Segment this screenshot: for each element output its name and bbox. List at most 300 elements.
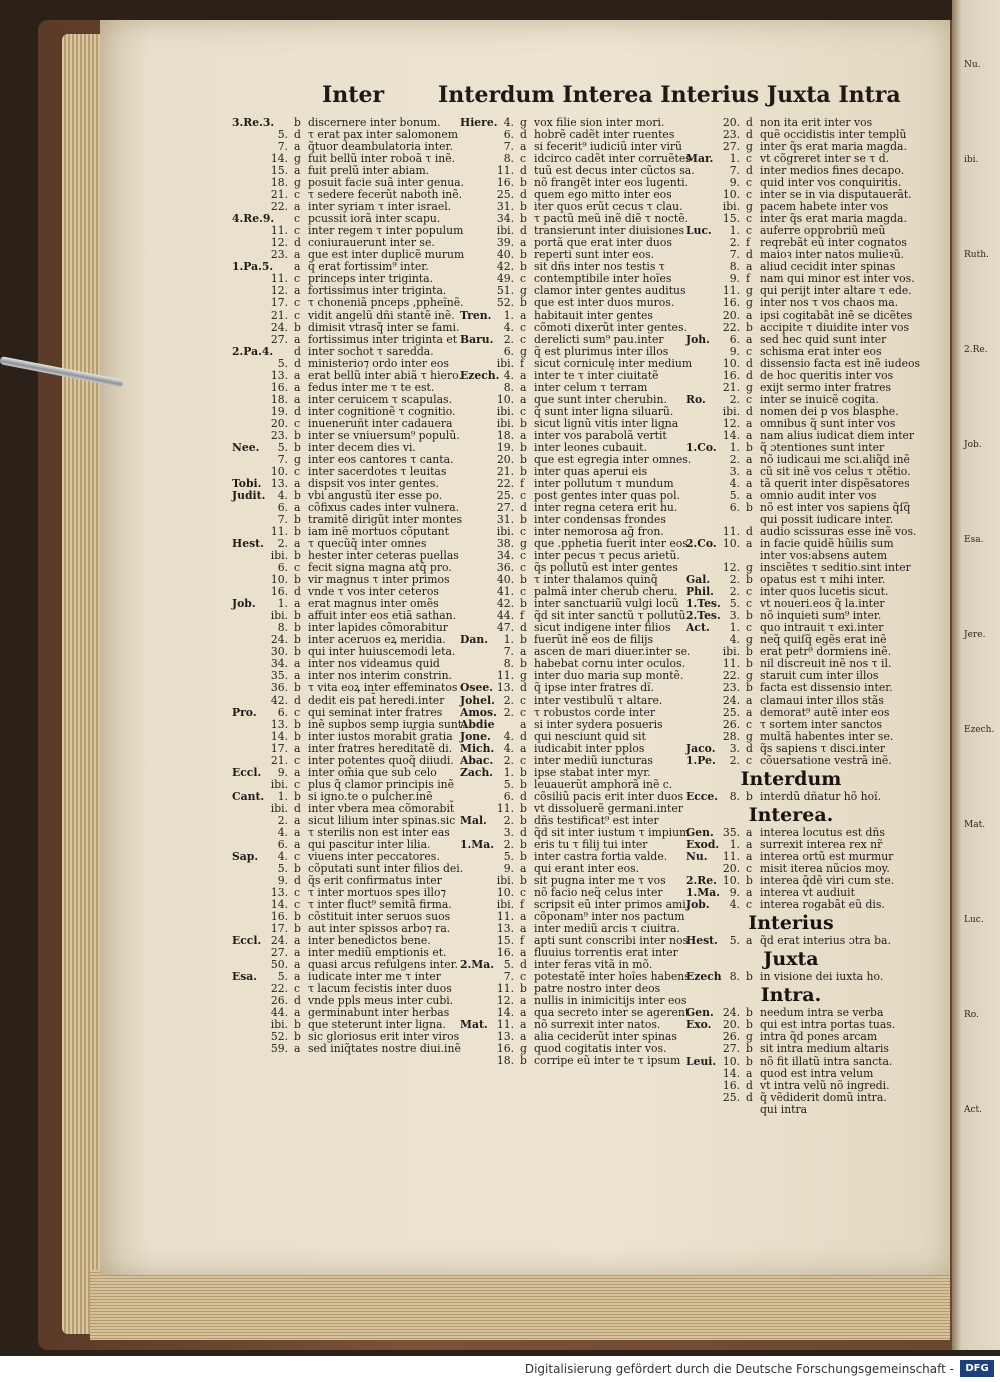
section-letter: a xyxy=(520,368,527,382)
entry-text: interea q̃dẽ viri cum ste. xyxy=(760,874,895,887)
chapter-number: ibi. xyxy=(270,549,288,563)
chapter-number: 4. xyxy=(277,488,288,502)
chapter-number: 4. xyxy=(503,368,514,382)
chapter-number: 28. xyxy=(722,729,740,743)
entry-text: qui perijt inter altare τ ede. xyxy=(760,284,912,298)
section-letter: a xyxy=(294,657,301,671)
chapter-number: 31. xyxy=(496,200,514,214)
entry-text: inẽ supbos semp iurgia sunt. xyxy=(308,717,466,731)
entry-text: inter regna cetera erit hu. xyxy=(534,501,678,514)
entry-text: qui nesciunt quid sit xyxy=(534,729,646,743)
section-letter: g xyxy=(746,729,753,743)
chapter-number: 3. xyxy=(729,741,740,755)
section-letter: d xyxy=(294,801,301,815)
book-reference: Ezech xyxy=(686,970,722,984)
chapter-number: 16. xyxy=(722,368,740,382)
entry-text: q̃d erat interius ɔtra ba. xyxy=(760,934,891,948)
chapter-number: 24. xyxy=(270,633,288,647)
chapter-number: ibi. xyxy=(496,525,514,539)
entry-text: maioꝛ inter natos mulieꝛũ. xyxy=(760,248,905,262)
chapter-number: 4. xyxy=(729,898,740,912)
entry-text: inter nos videamus quid xyxy=(308,657,440,671)
entry-text: facta est dissensio inter. xyxy=(760,681,893,695)
section-letter: c xyxy=(520,753,527,767)
index-entry xyxy=(686,971,896,983)
section-letter: a xyxy=(746,308,753,322)
chapter-number: 11. xyxy=(722,525,740,539)
facing-page-glyph: Luc. xyxy=(964,915,984,925)
section-letter: b xyxy=(746,1018,753,1032)
entry-text: quid inter vos conquiritis. xyxy=(760,176,902,190)
section-letter: a xyxy=(746,428,753,442)
entry-text: sit pugna inter me τ vos xyxy=(534,873,666,887)
entry-text: inter sanctuariũ vulgi locũ xyxy=(534,597,679,611)
entry-text: q̃d sit inter iustum τ impium xyxy=(534,825,690,839)
entry-text: cõmoti dixerũt inter gentes. xyxy=(534,320,687,334)
entry-text: τ sterilis non est inter eas xyxy=(308,825,450,839)
section-letter: g xyxy=(746,561,753,575)
section-letter: a xyxy=(520,946,527,960)
entry-text: que sunt inter cherubin. xyxy=(534,392,667,406)
entry-text: cõputati sunt inter filios dei. xyxy=(308,861,464,875)
entry-text: iudicabit inter pplos xyxy=(534,741,645,755)
chapter-number: 16. xyxy=(722,1078,740,1092)
chapter-number: 16. xyxy=(496,1042,514,1056)
section-letter: c xyxy=(746,224,753,238)
entry-text: tuũ est decus inter cũctos sa. xyxy=(534,164,695,178)
section-letter: a xyxy=(746,705,753,719)
section-letter: d xyxy=(520,681,527,695)
entry-text: vnde ppls meus inter cubi. xyxy=(308,994,454,1008)
entry-text: que est egregia inter omnes. xyxy=(534,452,692,466)
entry-text: discernere inter bonum. xyxy=(308,116,441,129)
chapter-number: 17. xyxy=(270,922,288,936)
facing-page-glyph: Job. xyxy=(964,440,982,450)
entry-text: vbi angustũ iter esse po. xyxy=(308,488,443,502)
book-reference: Ezech. xyxy=(460,368,500,382)
entry-text: inter sacerdotes τ leuitas xyxy=(308,464,447,478)
entry-text: inter regem τ inter populum xyxy=(308,224,464,238)
entry-text: cõuersatione vestrã inẽ. xyxy=(760,753,892,767)
entry-text: si igno.te o pulcher.inẽ xyxy=(308,789,433,803)
section-letter: a xyxy=(520,910,527,924)
chapter-number: 18. xyxy=(496,1054,514,1068)
chapter-number: 21. xyxy=(722,380,740,394)
section-letter: d xyxy=(520,729,527,743)
index-column-3 xyxy=(686,116,921,1116)
entry-text: erat petr⁹ dormiens inẽ. xyxy=(760,645,892,659)
section-letter: c xyxy=(294,849,301,863)
section-letter: g xyxy=(520,116,527,129)
chapter-number: 31. xyxy=(496,513,514,527)
entry-text: interea locutus est dñs xyxy=(760,825,885,839)
chapter-number: 36. xyxy=(496,561,514,575)
book-reference: Ecce. xyxy=(686,789,719,803)
entry-text: inter quas aperui eis xyxy=(534,464,648,478)
entry-text: que est inter duos muros. xyxy=(534,296,675,310)
chapter-number: 22. xyxy=(722,669,740,683)
entry-text: leuauerũt amphorã inẽ c. xyxy=(534,777,673,791)
section-letter: g xyxy=(746,633,753,647)
chapter-number: 2. xyxy=(503,693,514,707)
entry-text: dedit eis pat̃ heredi.inter xyxy=(308,693,445,707)
chapter-number: 5. xyxy=(277,128,288,142)
chapter-number: 9. xyxy=(277,765,288,779)
chapter-number: 12. xyxy=(722,416,740,430)
entry-text: habitauit inter gentes xyxy=(534,308,653,322)
chapter-number: ibi. xyxy=(496,356,514,370)
entry-text: nullis in inimicitijs inter eos xyxy=(534,994,687,1008)
entry-text: q̃ sunt inter ligna siluarũ. xyxy=(534,404,674,418)
entry-text: omnibus q̃ sunt inter vos xyxy=(760,416,896,430)
entry-text: interea rogabãt eũ dis. xyxy=(760,898,885,912)
section-letter: a xyxy=(294,669,301,683)
entry-text: q̃ ipse inter fratres dĩ. xyxy=(534,681,655,695)
section-letter: c xyxy=(520,970,527,984)
section-letter: c xyxy=(294,224,301,238)
chapter-number: 5. xyxy=(277,440,288,454)
book-reference: Hiere. xyxy=(460,116,498,129)
entry-text: inter se vniuersum⁹ populũ. xyxy=(308,428,460,442)
section-letter: c xyxy=(294,705,301,719)
chapter-number: ibi. xyxy=(270,777,288,791)
entry-text: inter mediũ emptionis et. xyxy=(308,946,447,960)
section-letter: f xyxy=(520,476,524,490)
entry-text: vt cõgreret inter se τ d. xyxy=(760,152,890,166)
entry-text: qui erant inter eos. xyxy=(534,861,640,875)
entry-text: fecit signa magna atq̃ pro. xyxy=(308,561,452,575)
chapter-number: 18. xyxy=(270,176,288,190)
entry-text: τ vita eoꝝ inter effeminatos xyxy=(308,681,458,695)
section-letter: a xyxy=(294,837,301,851)
section-letter: d xyxy=(294,994,301,1008)
book-reference: Amos. xyxy=(460,705,497,719)
section-letter: c xyxy=(520,272,527,286)
chapter-number: 34. xyxy=(496,549,514,563)
chapter-number: 2. xyxy=(277,813,288,827)
facing-page-glyph: Mat. xyxy=(964,820,986,830)
section-letter: a xyxy=(294,380,301,394)
entry-text: nõ surrexit inter natos. xyxy=(534,1018,661,1032)
chapter-number: 2. xyxy=(729,585,740,599)
entry-text: quẽ occidistis inter templũ xyxy=(760,128,907,142)
entry-text: hester inter ceteras puellas xyxy=(308,549,459,563)
entry-text: ipse stabat inter myr. xyxy=(534,765,651,779)
entry-text: que .pphetia fuerit inter eos. xyxy=(534,537,692,551)
entry-text: inter om̃ia que sub celo xyxy=(308,765,437,779)
section-letter: d xyxy=(520,958,527,972)
chapter-number: 16. xyxy=(496,946,514,960)
section-letter: b xyxy=(746,1054,753,1068)
entry-text: palmã inter cherub cheru. xyxy=(534,585,678,599)
section-heading: Interdum xyxy=(740,767,842,790)
chapter-number: 23. xyxy=(270,428,288,442)
entry-text: inter feras vitã in mõ. xyxy=(534,958,653,972)
chapter-number: 6. xyxy=(277,561,288,575)
entry-text: nõ inquieti sum⁹ inter. xyxy=(760,609,882,623)
section-letter: a xyxy=(294,164,301,178)
chapter-number: 7. xyxy=(729,164,740,178)
chapter-number: 4. xyxy=(503,320,514,334)
section-letter: a xyxy=(294,368,301,382)
book-reference: Eccl. xyxy=(232,765,262,779)
entry-text: inter castra fortia valde. xyxy=(534,849,668,863)
chapter-number: 10. xyxy=(722,188,740,202)
chapter-number: 25. xyxy=(722,705,740,719)
book-reference: Job. xyxy=(686,898,710,912)
section-letter: b xyxy=(746,320,753,334)
section-letter: a xyxy=(520,308,527,322)
chapter-number: 4. xyxy=(277,825,288,839)
chapter-number: 22. xyxy=(496,476,514,490)
entry-text: insciẽtes τ seditio.sint inter xyxy=(760,561,911,575)
chapter-number: ibi. xyxy=(496,224,514,238)
section-letter: a xyxy=(294,970,301,984)
section-letter: b xyxy=(294,513,301,527)
entry-text: ipsi cogitabãt inẽ se dicẽtes xyxy=(760,308,913,322)
entry-text: corripe eũ inter te τ ipsum xyxy=(534,1054,681,1068)
entry-text: eris tu τ filij tui inter xyxy=(534,837,648,851)
entry-text: hobrẽ cadẽt inter ruentes xyxy=(534,128,675,142)
section-letter: a xyxy=(746,849,753,863)
section-letter: c xyxy=(294,212,301,226)
entry-text: qui seminat inter fratres xyxy=(308,705,443,719)
book-reference: Act. xyxy=(686,621,710,635)
chapter-number: 6. xyxy=(503,128,514,142)
chapter-number: 3. xyxy=(729,609,740,623)
book-reference: Nee. xyxy=(232,440,260,454)
chapter-number: 10. xyxy=(496,886,514,899)
section-letter: b xyxy=(294,573,301,587)
chapter-number: 4. xyxy=(503,729,514,743)
funding-credit: Digitalisierung gefördert durch die Deutsche Forschungsgemeinschaft - xyxy=(524,1362,954,1376)
entry-text: inter duo maria sup montẽ. xyxy=(534,669,684,683)
section-letter: a xyxy=(294,813,301,827)
section-letter: a xyxy=(520,428,527,442)
chapter-number: 7. xyxy=(729,248,740,262)
chapter-number: 2. xyxy=(277,537,288,551)
section-letter: a xyxy=(520,140,527,154)
section-letter: d xyxy=(294,128,301,142)
section-letter: b xyxy=(294,549,301,563)
index-entry xyxy=(686,935,896,947)
chapter-number: 20. xyxy=(722,116,740,129)
section-letter: c xyxy=(294,296,301,310)
chapter-number: 18. xyxy=(270,392,288,406)
section-letter: d xyxy=(746,128,753,142)
chapter-number: 50. xyxy=(270,958,288,972)
chapter-number: 14. xyxy=(496,1006,514,1020)
chapter-number: 24. xyxy=(270,934,288,948)
chapter-number: 24. xyxy=(270,320,288,334)
chapter-number: 2. xyxy=(503,332,514,346)
section-letter: d xyxy=(746,164,753,178)
section-letter: c xyxy=(520,320,527,334)
section-letter: b xyxy=(520,573,527,587)
section-letter: c xyxy=(746,717,753,731)
chapter-number: 11. xyxy=(496,801,514,815)
book-reference: Zach. xyxy=(460,765,494,779)
book-reference: Exod. xyxy=(686,837,720,851)
chapter-number: 7. xyxy=(277,140,288,154)
section-letter: c xyxy=(294,753,301,767)
entry-text: q̃ vẽdiderit domũ intra. xyxy=(760,1090,887,1104)
entry-text: quo intrauit τ exi.inter xyxy=(760,621,884,635)
chapter-number: 52. xyxy=(270,1030,288,1044)
chapter-number: 11. xyxy=(496,669,514,683)
index-column-2 xyxy=(460,116,695,1068)
entry-text: inter vos parabolã vertit̃ xyxy=(534,428,667,442)
section-letter: c xyxy=(294,464,301,478)
chapter-number: 42. xyxy=(496,597,514,611)
section-letter: c xyxy=(520,404,527,418)
entry-text: iter quos erũt cecus τ clau. xyxy=(534,200,683,214)
entry-text: τ erat pax inter salomonem xyxy=(308,128,459,142)
chapter-number: ibi. xyxy=(270,801,288,815)
section-letter: b xyxy=(746,573,753,587)
index-column-1 xyxy=(232,116,466,1056)
entry-text: vnde τ vos inter ceteros xyxy=(308,585,439,599)
section-heading: Interius xyxy=(748,912,834,935)
chapter-number: 59. xyxy=(270,1042,288,1056)
section-letter: c xyxy=(746,861,753,875)
facing-page-glyph: Jere. xyxy=(964,630,986,640)
index-entry xyxy=(686,791,896,803)
entry-text: germinabunt inter herbas xyxy=(308,1006,450,1020)
entry-text: inter se in via disputauerãt. xyxy=(760,188,912,202)
chapter-number: 20. xyxy=(722,861,740,875)
chapter-number: 2. xyxy=(729,573,740,587)
book-reference: 1.Pa.5. xyxy=(232,260,274,274)
chapter-number: 27. xyxy=(722,1042,740,1056)
section-letter: c xyxy=(520,332,527,346)
chapter-number: ibi. xyxy=(270,609,288,623)
entry-text: τ pactũ meũ inẽ diẽ τ noctẽ. xyxy=(534,212,689,226)
section-letter: b xyxy=(294,488,301,502)
chapter-number: 21. xyxy=(270,753,288,767)
entry-text: dimisit vtrasq̃ inter se fami. xyxy=(308,320,460,334)
chapter-number: 19. xyxy=(496,440,514,454)
chapter-number: 11. xyxy=(270,224,288,238)
entry-text: inter iustos morabit̃ gratia xyxy=(308,729,453,743)
chapter-number: 1. xyxy=(729,440,740,454)
entry-text: inter vbera mea cõmorabit̃ xyxy=(308,801,455,815)
section-letter: a xyxy=(520,717,527,731)
section-letter: a xyxy=(520,1018,527,1032)
entry-text: needum intra se verba xyxy=(760,1006,884,1020)
chapter-number: 16. xyxy=(496,176,514,190)
section-letter: d xyxy=(746,368,753,382)
section-letter: b xyxy=(294,681,301,695)
section-letter: c xyxy=(746,585,753,599)
book-reference: Ro. xyxy=(686,392,706,406)
chapter-number: 36. xyxy=(270,681,288,695)
section-letter: g xyxy=(746,669,753,683)
section-letter: d xyxy=(294,693,301,707)
chapter-number: 11. xyxy=(496,982,514,996)
section-letter: c xyxy=(520,549,527,563)
entry-text: inter cognitionẽ τ cognitio. xyxy=(308,404,456,418)
book-reference: Gen. xyxy=(686,1006,714,1020)
chapter-number: 5. xyxy=(503,777,514,791)
book-reference: Mat. xyxy=(460,1018,488,1032)
chapter-number: 9. xyxy=(277,873,288,887)
section-letter: d xyxy=(520,128,527,142)
chapter-number: 22. xyxy=(722,320,740,334)
section-letter: b xyxy=(294,621,301,635)
chapter-number: 34. xyxy=(270,657,288,671)
section-letter: a xyxy=(294,332,301,346)
entry-text: vt intra velũ nõ ingredi. xyxy=(760,1078,890,1092)
section-letter: a xyxy=(294,1042,301,1056)
chapter-number: 16. xyxy=(270,380,288,394)
chapter-number: 4. xyxy=(729,633,740,647)
section-letter: a xyxy=(746,693,753,707)
chapter-number: 26. xyxy=(722,1030,740,1044)
entry-text: princeps inter triginta. xyxy=(308,272,434,286)
section-letter: d xyxy=(520,501,527,514)
section-letter: b xyxy=(520,176,527,190)
entry-text: inter potentes quoq̃ diiudi. xyxy=(308,753,454,767)
entry-text: qui inter huiuscemodi leta. xyxy=(308,645,456,659)
section-letter: d xyxy=(520,188,527,202)
entry-text: q̃s erit confirmatus inter xyxy=(308,873,442,887)
section-letter: d xyxy=(746,741,753,755)
section-letter: a xyxy=(520,392,527,406)
chapter-number: 38. xyxy=(496,537,514,551)
book-reference: 1.Co. xyxy=(686,440,717,454)
book-reference: Jone. xyxy=(460,729,491,743)
book-reference: Sap. xyxy=(232,849,259,863)
section-letter: c xyxy=(746,188,753,202)
entry-text: q̃ ɔtentiones sunt inter xyxy=(760,440,885,454)
entry-text: τ lacum fecistis inter duos xyxy=(308,982,452,996)
section-letter: b xyxy=(294,428,301,442)
chapter-number: 2. xyxy=(503,753,514,767)
section-heading: Interea. xyxy=(748,803,834,826)
chapter-number: 51. xyxy=(496,284,514,298)
entry-text: quem ego mitto inter eos xyxy=(534,188,672,202)
chapter-number: 15. xyxy=(270,164,288,178)
section-letter: a xyxy=(746,452,753,466)
entry-text: multã habentes inter se. xyxy=(760,729,894,743)
chapter-number: 14. xyxy=(270,152,288,166)
section-letter: a xyxy=(746,476,753,490)
chapter-number: 40. xyxy=(496,573,514,587)
section-letter: a xyxy=(520,861,527,875)
section-letter: d xyxy=(746,116,753,129)
chapter-number: 27. xyxy=(496,501,514,514)
chapter-number: 8. xyxy=(277,621,288,635)
chapter-number: 8. xyxy=(729,260,740,274)
facing-page-glyph: ibi. xyxy=(964,155,979,165)
chapter-number: ibi. xyxy=(496,898,514,912)
chapter-number: 6. xyxy=(277,501,288,514)
chapter-number: 11. xyxy=(722,284,740,298)
chapter-number: 20. xyxy=(270,416,288,430)
entry-text: qui est intra portas tuas. xyxy=(760,1018,896,1032)
entry-text: nomen dei p vos blasphe. xyxy=(760,404,899,418)
section-letter: g xyxy=(746,200,753,214)
section-letter: f xyxy=(520,609,524,623)
section-letter: b xyxy=(746,970,753,984)
chapter-number: 30. xyxy=(270,645,288,659)
section-letter: a xyxy=(294,765,301,779)
running-head-right: Interdum Interea Interius Juxta Intra xyxy=(438,82,901,108)
chapter-number: 5. xyxy=(277,970,288,984)
section-letter: d xyxy=(520,164,527,178)
chapter-number: 9. xyxy=(729,886,740,900)
